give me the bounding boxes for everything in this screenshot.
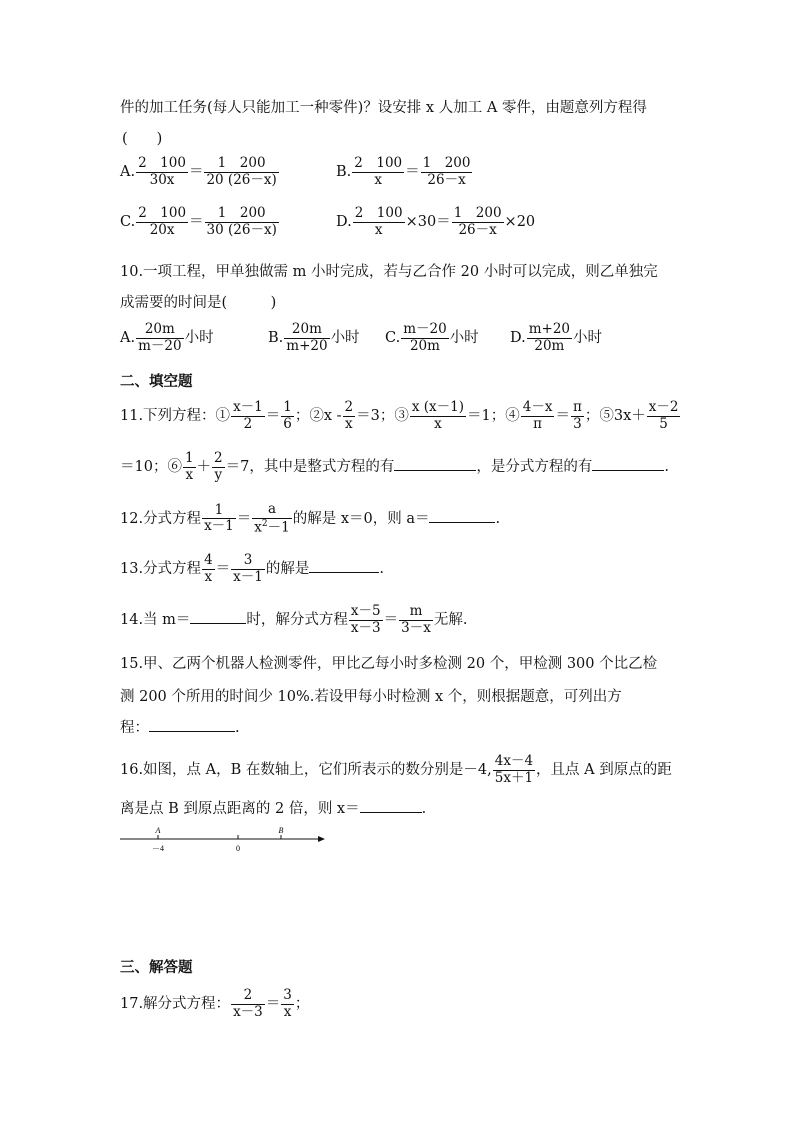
option-label: C.	[120, 214, 136, 231]
option-label: D.	[336, 214, 352, 231]
answer-blank[interactable]	[190, 609, 246, 625]
q10-stem-line1: 10.一项工程，甲单独做需 m 小时完成，若与乙合作 20 小时可以完成，则乙单独完	[120, 264, 658, 280]
axis-arrow-icon	[318, 836, 325, 842]
q10-option-b[interactable]: B. $\frac{20m}{m+20}$ 小时	[268, 321, 360, 354]
q9-option-b[interactable]: B. $\frac{2 100}{x}$ ＝ $\frac{1 200}{26-x}$	[336, 155, 471, 188]
q15-line1: 15.甲、乙两个机器人检测零件，甲比乙每小时多检测 20 个，甲检测 300 个比乙检	[120, 656, 658, 672]
section-heading-solve: 三、解答题	[120, 959, 193, 976]
fraction: $\frac{1 200}{20 (26-x)}$	[206, 155, 277, 188]
answer-blank[interactable]	[309, 558, 379, 574]
answer-blank[interactable]	[360, 798, 422, 814]
option-label: B.	[336, 164, 352, 181]
tick-label-a: －4	[152, 844, 164, 853]
q9-option-c[interactable]: C. $\frac{2 100}{20x}$ ＝ $\frac{1 200}{30 (26-x)}$	[120, 205, 277, 238]
q16-line1: 16.如图，点 A，B 在数轴上，它们所表示的数分别是－4, $\frac{4x-4}{5x+1}$ ，且点 A 到原点的距	[120, 753, 672, 786]
fraction: $\frac{1 200}{26-x}$	[422, 155, 471, 188]
q10-option-d[interactable]: D. $\frac{m+20}{20m}$ 小时	[510, 321, 603, 354]
q11-line2: ＝10；⑥ $\frac{1}{x}$ ＋ $\frac{2}{y}$ ＝7，其中是整式方程的有 ，是分式方程的有 .	[120, 450, 669, 483]
answer-blank[interactable]	[394, 456, 476, 472]
answer-blank[interactable]	[149, 717, 235, 733]
q10-option-a[interactable]: A. $\frac{20m}{m-20}$ 小时	[120, 321, 214, 354]
q9-answer-paren: ( )	[122, 131, 163, 147]
option-label: B.	[268, 330, 284, 347]
q11-line1: 11.下列方程：① $\frac{x-1}{2}$ ＝ $\frac{1}{6}$ ；②x - $\frac{2}{x}$ ＝3；③ $\frac{x (x-1)}{x}$ ＝1；④ $\frac{4-x}{\pi}$ ＝ $\frac{\pi}{3}$ ；⑤3x＋ $\frac{x-2}{5}$	[120, 399, 679, 432]
option-label: C.	[385, 330, 401, 347]
q16-line2: 离是点 B 到原点距离的 2 倍，则 x＝ .	[120, 797, 426, 818]
fraction: $\frac{1 200}{30 (26-x)}$	[206, 205, 277, 238]
fraction: $\frac{2 100}{x}$	[354, 155, 403, 188]
answer-blank[interactable]	[429, 507, 495, 523]
option-label: A.	[120, 164, 136, 181]
number-line-figure	[118, 822, 328, 856]
option-label: A.	[120, 330, 136, 347]
fraction: $\frac{20m}{m+20}$	[286, 321, 328, 354]
point-b-label: B	[278, 826, 284, 835]
fraction: $\frac{1 200}{26-x}$	[453, 205, 502, 238]
q9-stem: 件的加工任务(每人只能加工一种零件)？设安排 x 人加工 A 零件，由题意列方程得	[120, 100, 647, 116]
tick-label-origin: 0	[236, 844, 240, 853]
fraction: $\frac{20m}{m-20}$	[138, 321, 182, 354]
fraction: $\frac{m+20}{20m}$	[528, 321, 571, 354]
q9-option-d[interactable]: D. $\frac{2 100}{x}$ ×30＝ $\frac{1 200}{26-x}$ ×20	[336, 205, 536, 238]
q17: 17.解分式方程： $\frac{2}{x-3}$ ＝ $\frac{3}{x}$ ；	[120, 987, 310, 1020]
fraction: $\frac{2 100}{x}$	[354, 205, 403, 238]
fraction: $\frac{m-20}{20m}$	[403, 321, 447, 354]
point-a-label: A	[155, 826, 161, 835]
q13: 13.分式方程 $\frac{4}{x}$ ＝ $\frac{3}{x-1}$ 的解是 .	[120, 552, 384, 585]
q14: 14.当 m＝ 时，解分式方程 $\frac{x-5}{x-3}$ ＝ $\frac{m}{3-x}$ 无解.	[120, 603, 468, 636]
q10-stem-line2: 成需要的时间是( )	[120, 295, 277, 311]
option-label: D.	[510, 330, 526, 347]
q10-option-c[interactable]: C. $\frac{m-20}{20m}$ 小时	[385, 321, 479, 354]
section-heading-fill-in: 二、填空题	[120, 373, 193, 390]
q15-line3: 程： .	[120, 716, 240, 737]
fraction: $\frac{2 100}{20x}$	[138, 205, 187, 238]
q15-line2: 测 200 个所用的时间少 10%.若设甲每小时检测 x 个，则根据题意，可列出方	[120, 689, 622, 705]
q9-option-a[interactable]: A. $\frac{2 100}{30x}$ ＝ $\frac{1 200}{20 (26-x)}$	[120, 155, 277, 188]
fraction: $\frac{2 100}{30x}$	[138, 155, 186, 188]
q12: 12.分式方程 $\frac{1}{x-1}$ ＝ $\frac{a}{x^2-1}$ 的解是 x＝0，则 a＝ .	[120, 501, 501, 536]
answer-blank[interactable]	[592, 456, 664, 472]
